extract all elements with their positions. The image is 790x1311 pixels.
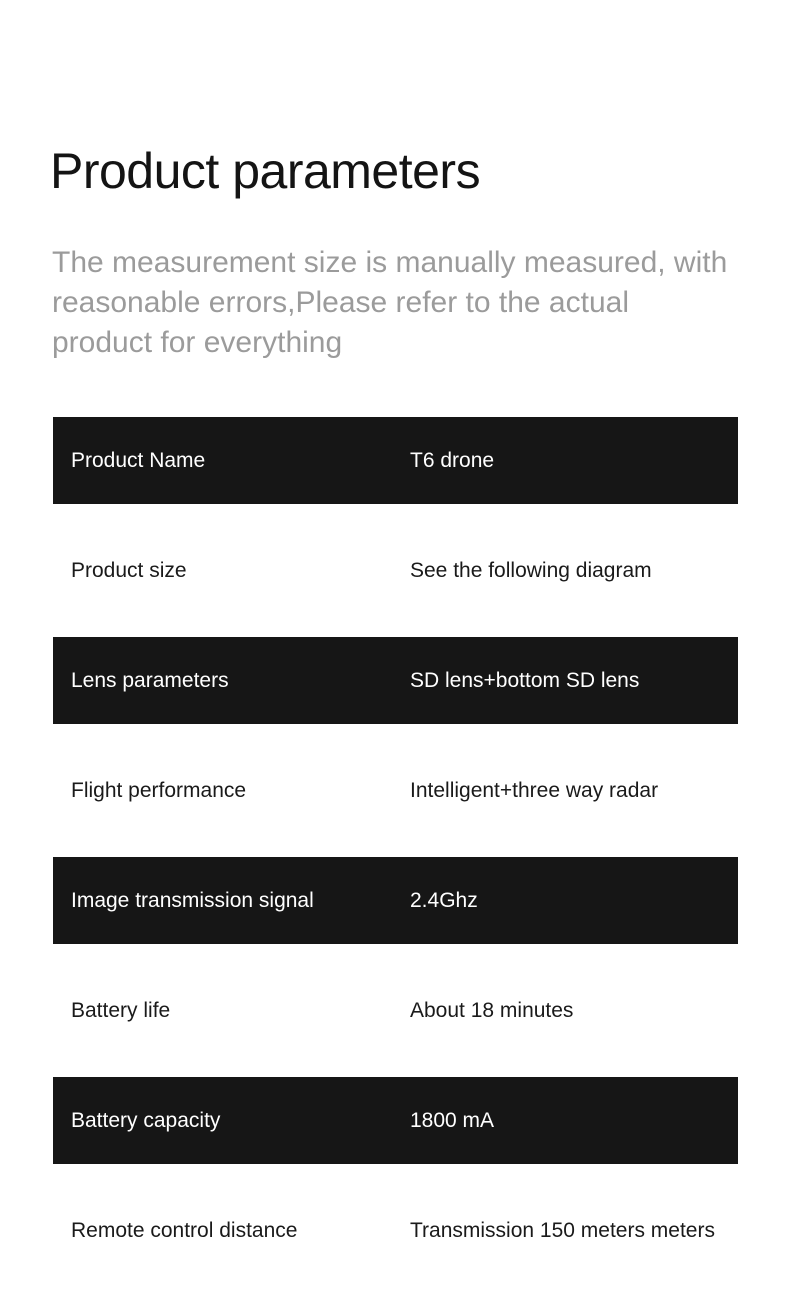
parameter-value: T6 drone bbox=[410, 448, 495, 472]
parameter-label: Remote control distance bbox=[71, 1218, 298, 1242]
parameter-row-battery-life bbox=[53, 967, 738, 1054]
parameter-row-product-name bbox=[53, 417, 738, 504]
parameter-value: Intelligent+three way radar bbox=[410, 778, 659, 802]
parameter-label: Image transmission signal bbox=[71, 888, 314, 912]
parameter-row-lens-parameters bbox=[53, 637, 738, 724]
parameters-table bbox=[53, 417, 738, 1297]
parameter-value: 2.4Ghz bbox=[410, 888, 478, 912]
parameter-row-battery-capacity bbox=[53, 1077, 738, 1164]
parameter-label: Lens parameters bbox=[71, 668, 229, 692]
parameter-value: 1800 mA bbox=[410, 1108, 495, 1132]
parameter-value: About 18 minutes bbox=[410, 998, 574, 1022]
parameter-label: Flight performance bbox=[71, 778, 247, 802]
parameter-row-remote-control-distance bbox=[53, 1187, 738, 1274]
page-subtitle: The measurement size is manually measured, with reasonable errors,Please refer to the actual product for everything bbox=[52, 246, 728, 359]
parameter-value: Transmission 150 meters meters bbox=[410, 1218, 715, 1242]
parameter-label: Battery life bbox=[71, 998, 171, 1022]
parameter-value: See the following diagram bbox=[410, 558, 652, 582]
parameter-row-image-transmission-signal bbox=[53, 857, 738, 944]
parameter-label: Battery capacity bbox=[71, 1108, 221, 1132]
parameter-label: Product size bbox=[71, 558, 187, 582]
parameter-value: SD lens+bottom SD lens bbox=[410, 668, 640, 692]
parameter-row-flight-performance bbox=[53, 747, 738, 834]
parameter-row-product-size bbox=[53, 527, 738, 614]
page-title: Product parameters bbox=[50, 143, 481, 199]
parameter-label: Product Name bbox=[71, 448, 206, 472]
